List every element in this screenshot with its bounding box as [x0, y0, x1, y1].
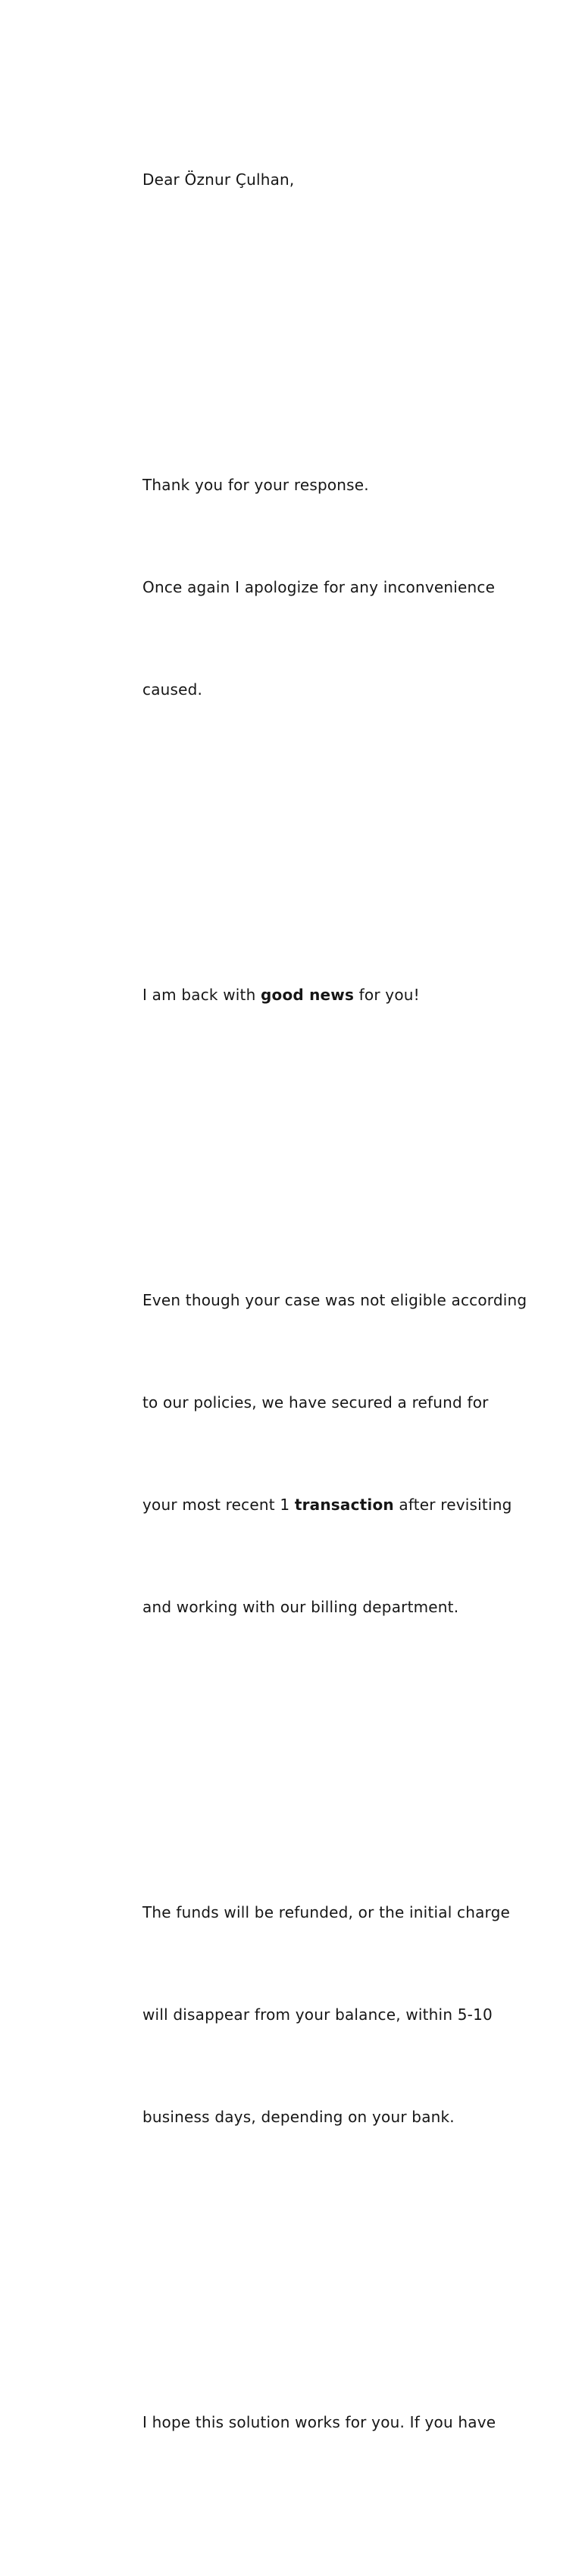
email-body [142, 0, 574, 2576]
text-run: I am back with [142, 986, 261, 1004]
thank-you-paragraph [142, 400, 574, 775]
paragraph-line: The funds will be refunded, or the initial charge [142, 1903, 511, 1921]
closing-paragraph-partial [142, 2337, 574, 2508]
paragraph-line: Once again I apologize for any inconvenience [142, 578, 496, 596]
salutation-paragraph [142, 95, 574, 265]
text-run: after revisiting [393, 1496, 512, 1514]
bold-text-run: transaction [294, 1496, 394, 1514]
salutation-line: Dear Öznur Çulhan, [142, 170, 295, 189]
refund-timing-paragraph [142, 1827, 574, 2202]
good-news-paragraph [142, 910, 574, 1080]
paragraph-line [142, 1488, 574, 1522]
text-run: your most recent 1 [142, 1496, 295, 1514]
paragraph-line: Even though your case was not eligible according [142, 1291, 527, 1309]
paragraph-line [142, 978, 574, 1012]
bold-text-run: good news [261, 986, 355, 1004]
paragraph-line: will disappear from your balance, within 5-10 [142, 2005, 493, 2024]
paragraph-line: and working with our billing department. [142, 1598, 459, 1616]
paragraph-line: Thank you for your response. [142, 476, 369, 494]
paragraph-line: I hope this solution works for you. If you have [142, 2413, 496, 2431]
paragraph-line: caused. [142, 680, 203, 699]
paragraph-line: to our policies, we have secured a refund for [142, 1393, 489, 1411]
refund-secured-paragraph [142, 1215, 574, 1693]
paragraph-line: business days, depending on your bank. [142, 2108, 455, 2126]
text-run: for you! [354, 986, 420, 1004]
